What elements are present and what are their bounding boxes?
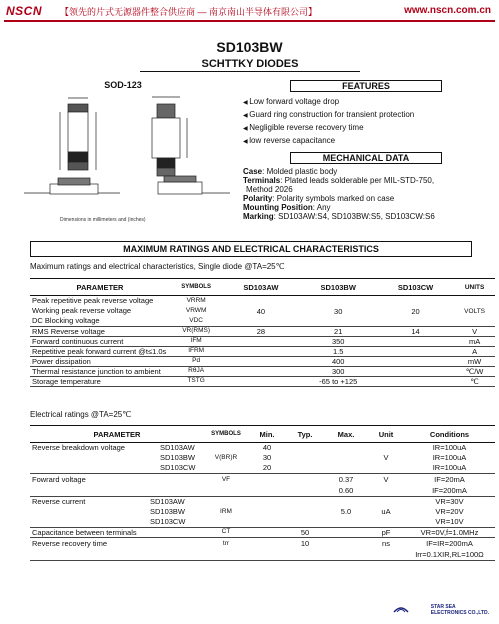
condition-cell: VR=20V [435,507,464,516]
table-row [30,538,495,561]
feature-item: ◀ Low forward voltage drop [243,96,414,109]
col-symbols: SYMBOLS [170,279,222,296]
sym-cell: trr [204,538,248,561]
polarity-value: : Polarity symbols marked on case [272,194,395,203]
unit-cell: uA [368,497,404,528]
col-parameter: PARAMETER [30,426,204,443]
case-label: Case [243,167,263,176]
sym-vrwm: VRWM [185,307,207,314]
sym-cell: CT [204,528,248,538]
feature-item: ◀ low reverse capacitance [243,135,414,148]
table-row [30,474,495,497]
condition-cell: VR=30V [435,497,464,506]
min-cell: 30 [262,453,272,462]
header-divider [4,20,495,22]
param-cell: Reverse breakdown voltage [32,443,125,452]
condition-cell: IR=100uA [432,453,467,462]
electrical-table [30,425,495,561]
device-cell: SD103BW [160,453,196,462]
unit-cell: V [368,474,404,497]
table-row [30,497,495,528]
max-cell: 0.37 [338,475,354,484]
condition-cell: Irr=0.1XIR,RL=100Ω [415,550,484,559]
condition-cell: IF=20mA [434,475,465,484]
value-c: 20 [377,296,454,327]
table-row [30,443,495,474]
case-value: : Molded plastic body [262,167,338,176]
table-row [30,347,495,357]
col-units: UNITS [454,279,495,296]
value-cell: 350 [222,337,454,347]
max-cell: 0.60 [338,486,354,495]
min-cell: 20 [262,463,272,472]
ratings-note: Maximum ratings and electrical characteristics, Single diode @TA=25℃ [30,262,285,271]
param-cell: Capacitance between terminals [30,528,204,538]
package-label: SOD-123 [104,80,142,90]
device-cell: SD103CW [150,517,186,526]
param-cell: Storage temperature [30,377,170,387]
max-cell: 5.0 [324,497,368,528]
mechanical-data [243,167,493,221]
sym-cell: Pd [170,357,222,367]
typ-cell: 50 [286,528,324,538]
footer-line1: STAR SEA [430,604,456,610]
col-sd103bw: SD103BW [300,279,377,296]
unit-cell: ℃ [454,377,495,387]
param-cell: RMS Reverse voltage [30,327,170,337]
col-max: Max. [324,426,368,443]
footer-line2: ELECTRONICS CO.,LTD. [430,610,489,616]
condition-cell: IR=100uA [432,443,467,452]
table-row [30,377,495,387]
table-row [30,337,495,347]
param-vdc: DC Blocking voltage [32,316,100,325]
sym-cell: VF [204,474,248,497]
sym-cell: VR(RMS) [170,327,222,337]
sym-vdc: VDC [189,317,203,324]
col-sd103aw: SD103AW [222,279,299,296]
unit-cell: pF [368,528,404,538]
param-vrrm: Peak repetitive peak reverse voltage [32,296,154,305]
terminals-value: : Plated leads solderable per MIL-STD-750, [280,176,435,185]
table-row [30,296,495,327]
min-cell: 40 [262,443,272,452]
package-drawing [20,92,240,217]
value-cell: 21 [300,327,377,337]
table-header-row [30,426,495,443]
typ-cell: 10 [286,538,324,561]
value-a: 40 [222,296,299,327]
sym-vrrm: VRRM [186,297,206,304]
col-conditions: Conditions [404,426,495,443]
feature-item: ◀ Guard ring construction for transient protection [243,109,414,122]
param-cell: Forward continuous current [30,337,170,347]
device-cell: SD103AW [150,497,185,506]
company-logo: NSCN [6,4,43,18]
table-row [30,528,495,538]
param-cell: Thermal resistance junction to ambient [30,367,170,377]
col-sd103cw: SD103CW [377,279,454,296]
website-link[interactable]: www.nscn.com.cn [404,5,491,16]
col-unit: Unit [368,426,404,443]
condition-cell: IF=200mA [432,486,467,495]
features-title: FEATURES [290,80,442,92]
device-cell: SD103AW [160,443,195,452]
condition-cell: IR=100uA [432,463,467,472]
marking-value: : SD103AW:S4, SD103BW:S5, SD103CW:S6 [273,212,435,221]
terminals-label: Terminals [243,176,281,185]
value-cell: 400 [222,357,454,367]
unit-cell: mA [454,337,495,347]
page-subtitle: SCHTTKY DIODES [140,58,360,72]
table-row [30,357,495,367]
sym-cell: IFRM [170,347,222,357]
param-cell: Repetitive peak forward current @t≤1.0s [30,347,170,357]
value-cell: 14 [377,327,454,337]
param-cell: Reverse current [32,497,86,506]
mechanical-title: MECHANICAL DATA [290,152,442,164]
device-cell: SD103CW [160,463,196,472]
features-list [243,96,414,148]
sym-cell: RθJA [170,367,222,377]
feature-item: ◀ Negligible reverse recovery time [243,122,414,135]
value-cell: 28 [222,327,299,337]
param-cell: Reverse recovery time [30,538,204,561]
ratings-table [30,278,495,387]
marking-label: Marking [243,212,274,221]
value-cell: 1.5 [222,347,454,357]
ratings-title: MAXIMUM RATINGS AND ELECTRICAL CHARACTERISTICS [30,241,472,257]
condition-cell: VR=10V [435,517,464,526]
table-row [30,367,495,377]
col-typ: Typ. [286,426,324,443]
company-tagline: 【领先的片式无源器件整合供应商 — 南京南山半导体有限公司】 [60,7,318,17]
col-min: Min. [248,426,286,443]
value-cell: -65 to +125 [222,377,454,387]
unit-cell: mW [454,357,495,367]
footer-brand [431,604,489,616]
sym-cell: IFM [170,337,222,347]
unit-cell: V [368,443,404,474]
mounting-value: : Any [312,203,331,212]
value-b: 30 [300,296,377,327]
col-parameter: PARAMETER [30,279,170,296]
condition-cell: IF=IR=200mA [426,539,473,548]
condition-cell: VR=0V,f=1.0MHz [404,528,495,538]
param-cell: Fowrard voltage [30,474,204,497]
col-symbols: SYMBOLS [204,426,248,443]
sym-cell: V(BR)R [204,443,248,474]
table-header-row [30,279,495,296]
value-cell: 300 [222,367,454,377]
star-sea-logo-icon [393,604,409,614]
sym-cell: TSTG [170,377,222,387]
polarity-label: Polarity [243,194,273,203]
electrical-note: Electrical ratings @TA=25℃ [30,410,132,419]
device-cell: SD103BW [150,507,186,516]
param-vrwm: Working peak reverse voltage [32,306,132,315]
page-title: SD103BW [216,39,283,55]
mounting-label: Mounting Position [243,203,313,212]
sym-cell: IRM [204,497,248,528]
unit-cell: A [454,347,495,357]
param-cell: Power dissipation [30,357,170,367]
dimensions-note: Dimensions in millimeters and (inches) [60,217,146,223]
table-row [30,327,495,337]
unit-volts: VOLTS [454,296,495,327]
unit-cell: ns [368,538,404,561]
terminals-method: Method 2026 [246,185,293,194]
unit-cell: V [454,327,495,337]
unit-cell: ℃/W [454,367,495,377]
